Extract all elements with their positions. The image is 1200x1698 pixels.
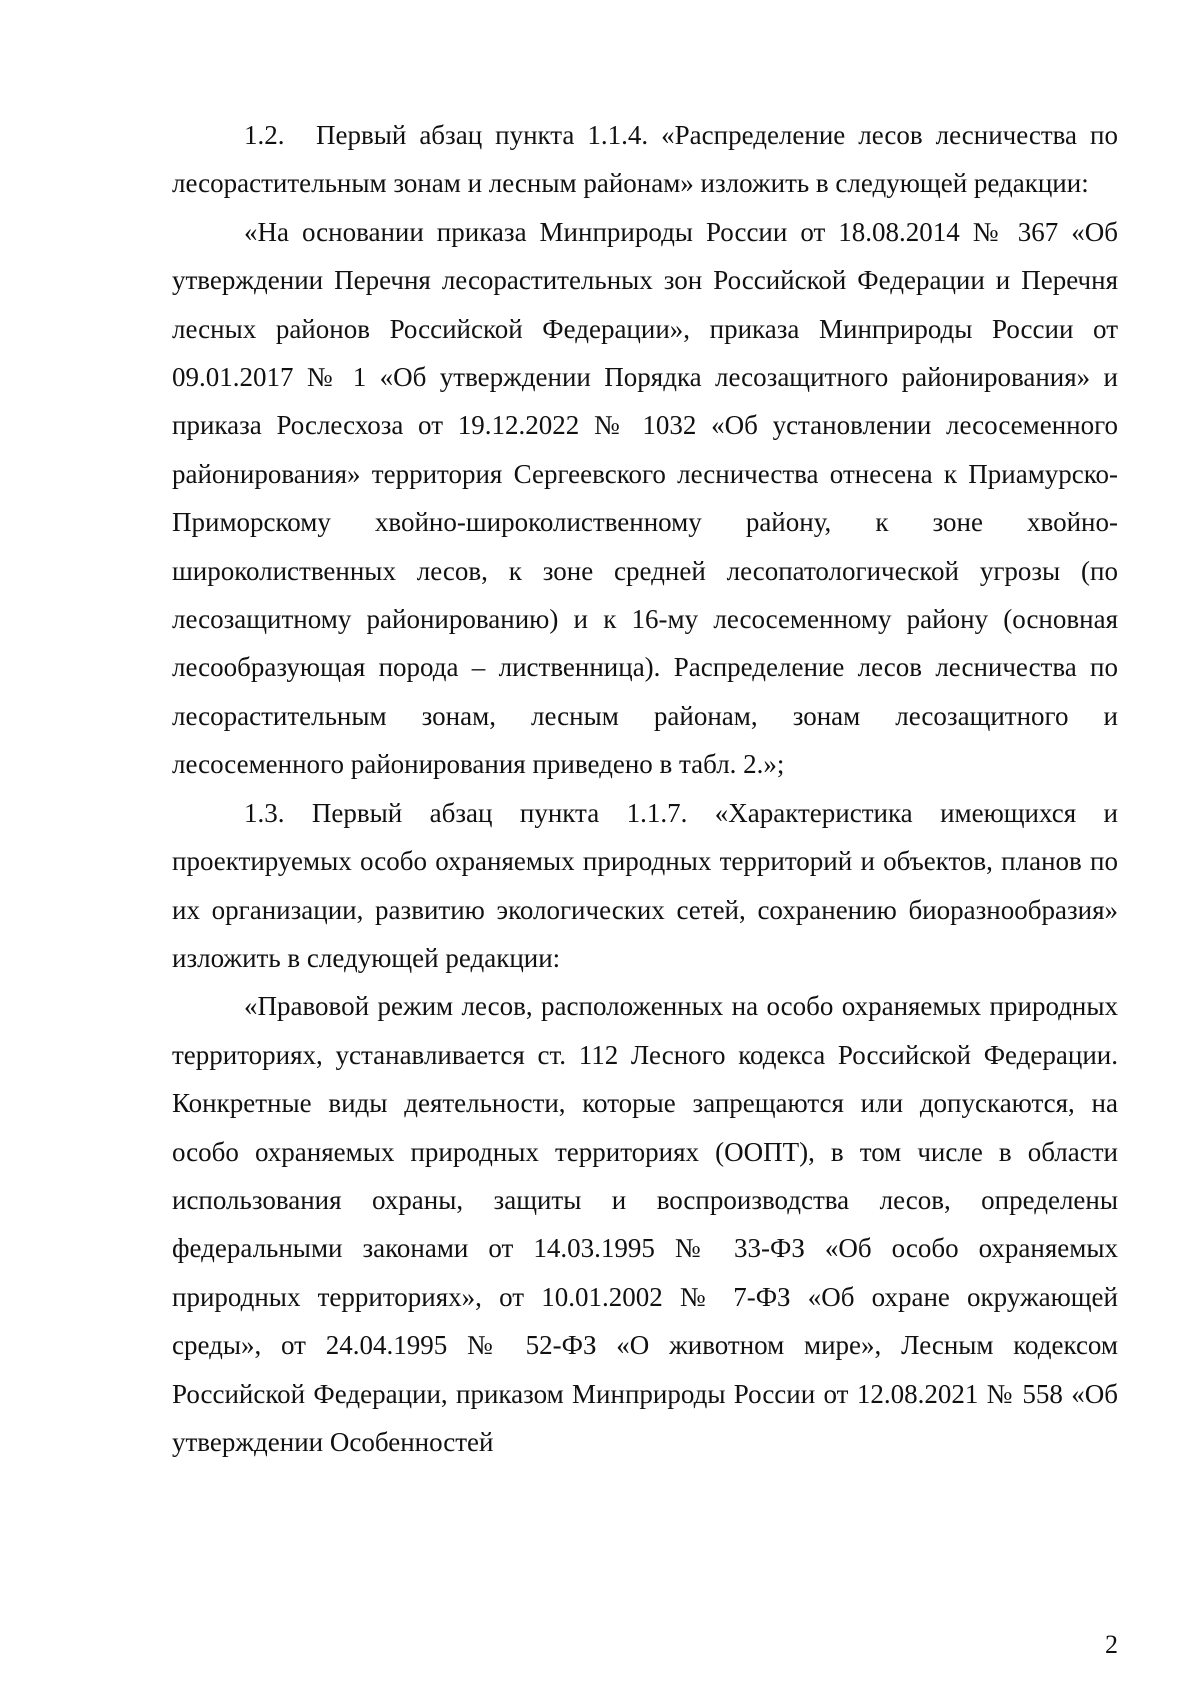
paragraph-text: 1.3. Первый абзац пункта 1.1.7. «Характеристика имеющихся и проектируемых особо охраняемых природных территорий и объектов, планов по их организации, развитию экологических сетей, сохранению биоразнообразия» изложить в следующей редакции: xyxy=(172,797,1118,973)
paragraph-1-2 xyxy=(172,111,1118,208)
paragraph-quote-forest-districts xyxy=(172,208,1118,789)
paragraph-quote-legal-regime xyxy=(172,982,1118,1466)
page-number: 2 xyxy=(1105,1630,1118,1659)
paragraph-text: «На основании приказа Минприроды России от 18.08.2014 № 367 «Об утверждении Перечня лесорастительных зон Российской Федерации и Перечня лесных районов Российской Федерации», приказа Минприроды России от 09.01.2017 № 1 «Об утверждении Порядка лесозащитного районирования» и приказа Рослесхоза от 19.12.2022 № 1032 «Об установлении лесосеменного районирования» территория Сергеевского лесничества отнесена к Приамурско-Приморскому хвойно-широколиственному району, к зоне хвойно-широколиственных лесов, к зоне средней лесопатологической угрозы (по лесозащитному районированию) и к 16-му лесосеменному району (основная лесообразующая порода – лиственница). Распределение лесов лесничества по лесорастительным зонам, лесным районам, зонам лесозащитного и лесосеменного районирования приведено в табл. 2.»; xyxy=(172,216,1118,780)
paragraph-number: 1.2. xyxy=(244,120,285,150)
paragraph-text: «Правовой режим лесов, расположенных на особо охраняемых природных территориях, устанавливается ст. 112 Лесного кодекса Российской Федерации. Конкретные виды деятельности, которые запрещаются или допускаются, на особо охраняемых природных территориях (ООПТ), в том числе в области использования охраны, защиты и воспроизводства лесов, определены федеральными законами от 14.03.1995 № 33-ФЗ «Об особо охраняемых природных территориях», от 10.01.2002 № 7-ФЗ «Об охране окружающей среды», от 24.04.1995 № 52-ФЗ «О животном мире», Лесным кодексом Российской Федерации, приказом Минприроды России от 12.08.2021 № 558 «Об утверждении Особенностей xyxy=(172,991,1118,1457)
paragraph-text: Первый абзац пункта 1.1.4. «Распределение лесов лесничества по лесорастительным зонам и лесным районам» изложить в следующей редакции: xyxy=(172,120,1118,199)
document-body xyxy=(172,111,1118,1466)
paragraph-1-3 xyxy=(172,789,1118,983)
